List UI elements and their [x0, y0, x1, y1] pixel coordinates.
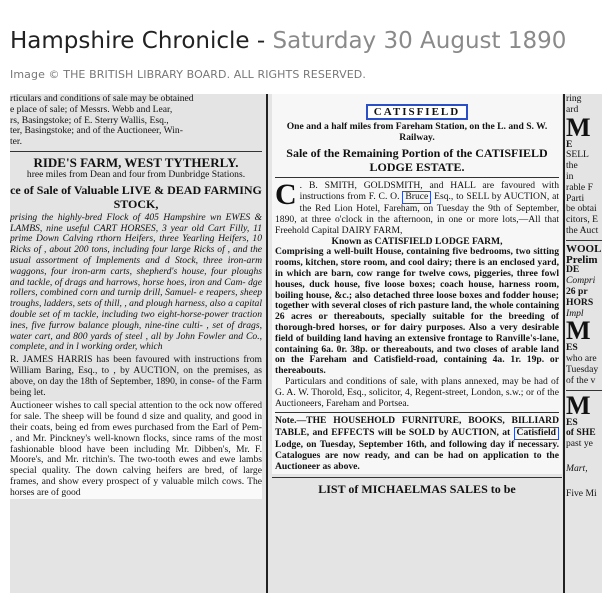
text-line: e place of sale; of Messrs. Webb and Lear, [10, 103, 173, 115]
catisfield-advert [272, 94, 562, 474]
distance-line: One and a half miles from Fareham Station, on the L. and S. W. Railway. [286, 121, 548, 143]
fragment: the Auct [566, 224, 599, 236]
text-line: ter, Basingstoke; and of the Auctioneer, Win- [10, 125, 183, 137]
fragment: Mart, [566, 462, 588, 474]
drop-cap: C [275, 177, 297, 211]
fragment: ard [566, 103, 579, 115]
column-rule [266, 94, 268, 593]
column-center [272, 94, 562, 593]
farm-title: RIDE'S FARM, WEST TYTHERLY. [33, 154, 239, 170]
fragment: the [566, 160, 578, 172]
farm-subtitle: hree miles from Dean and four from Dunbridge Stations. [26, 168, 246, 180]
note-tail: Lodge, on Tuesday, September 16th, and following day if necessary. Catalogues are now ready, and can be had on application to the Auctioneer as above. [275, 438, 559, 472]
estate-sale-title: Sale of the Remaining Portion of the CATISFIELD LODGE ESTATE. [286, 145, 548, 174]
column-right-fragment [566, 94, 602, 593]
column-rule [563, 94, 565, 593]
fragment: HORS [566, 296, 594, 308]
text-line: rs, Basingstoke; of E. Sterry Wallis, Esq., [10, 114, 169, 126]
stock-description: prising the highly-bred Flock of 405 Hampshire wn EWES & LAMBS, nine useful CART HORSES, 3 year old Cart Filly, 11 prime Down Calving rthorn Heifers, three Yearling Heifers, 10 Ricks of , about 200 tons, including four large Ricks of , and the usual assortment of Implements and d Stock, three iron-arm waggons, four iron-arm carts, shepherd's house, four ploughs and tackle, of drags and harrows, horse hoes, iron and Cam- dge rollers, combined corn and turnip drill, Samuel- e reapers, sheep troughs, ladders, sets of thill, , and plough harness, also a capital double set of m tackle, including two eight-horse-power traction ines, five furrow balance plough, nine-tine culti- , set of drags, water cart, and 800 yards of steel , all by John Fowler and Co., complete, and in l working order, which [10, 211, 262, 353]
fragment-initial: M [566, 316, 591, 346]
sale-title: ce of Sale of Valuable LIVE & DEAD FARMING STOCK, [10, 182, 262, 211]
farm-name: Known as CATISFIELD LODGE FARM, [331, 235, 503, 247]
fragment-initial: M [566, 390, 591, 420]
fragment: ES [566, 416, 578, 428]
fragment: E [566, 138, 573, 150]
divider [566, 240, 602, 241]
fragment: ring [566, 94, 582, 104]
place-heading[interactable]: CATISFIELD [366, 104, 468, 120]
fragment: who are [566, 353, 597, 365]
newspaper-scan [10, 94, 602, 593]
fragment: Five Mi [566, 487, 597, 499]
fragment: Prelim [566, 253, 598, 266]
fragment: be obtai [566, 203, 597, 215]
divider [272, 477, 562, 478]
fragment: SELL [566, 149, 589, 161]
fragment: Parti [566, 192, 585, 204]
fragment: Tuesday [566, 363, 599, 375]
fragment: DE [566, 264, 580, 276]
fragment: citors, E [566, 214, 598, 226]
fragment: rable F [566, 181, 593, 193]
auctioneer-note: Auctioneer wishes to call special attention to the ock now offered for sale. The sheep will be found d size and quality, and good in their coats, being ed from ewes purchased from the Earl of Pem- , and Mr. Pinckney's well-known flocks, since rams of the most fashionable blood have been including Mr. Dibben's, Mr. F. Moore's, and Mr. ritchin's. The two-tooth ewes and ewe lambs special quality. The down calving heifers are bred, of large frames, and show every prospect of y valuable milch cows. The horses are of good [10, 400, 262, 498]
highlight-catisfield[interactable]: Catisfield [514, 427, 559, 440]
page-header [10, 28, 566, 54]
publication-title[interactable]: Hampshire Chronicle [10, 28, 250, 54]
image-credit: Image © THE BRITISH LIBRARY BOARD. ALL RIGHTS RESERVED. [10, 68, 366, 81]
fragment: in [566, 170, 574, 182]
lead-text: . B. SMITH, GOLDSMITH, and HALL are favoured with instructions from F. C. O. [299, 179, 559, 203]
auction-notice: R. JAMES HARRIS has been favoured with instructions from William Baring, Esq., to , by AUCTION, on the premises, as above, on day the 18th of September, 1890, in conse- of the Farm being let. [10, 354, 262, 398]
fragment: of SHE [566, 427, 596, 439]
fragment: Compri [566, 275, 596, 287]
fragment: Impl [566, 307, 584, 319]
auction-lead [275, 177, 560, 237]
note-lead: Note.—THE HOUSEHOLD FURNITURE, BOOKS, BILLIARD TABLE, and EFFECTS will be SOLD by AUCTION, at [275, 415, 559, 439]
highlight-bruce[interactable]: Bruce [402, 191, 431, 204]
fragment-initial: M [566, 112, 591, 142]
divider [275, 412, 559, 413]
fragment: ES [566, 342, 578, 354]
divider [275, 177, 559, 178]
text-line: rticulars and conditions of sale may be obtained [10, 94, 194, 104]
column-left [10, 94, 262, 593]
michaelmas-title: LIST of MICHAELMAS SALES to be [318, 482, 516, 497]
fragment: 26 pr [566, 285, 588, 297]
farm-description: Comprising a well-built House, containing five bedrooms, two sitting rooms, kitchen, store room, and cool dairy; there is an enclosed yard, in which are barn, cow range for twelve cows, piggeries, three fowl houses, duck house, five loose boxes; coach house, harness room, boiling house, &c.; also detached three loose boxes and fodder house; together with several closes of rich pasture land, the whole containing 26 acres or thereabouts, specially suitable for the breeding of thorough-bred horses, or for dairy purposes. Also a very desirable field of building land having an extensive frontage to Ranville's-lane, containing 6a. 0r. 38p. or thereabouts, and two closes of arable land on the Fareham and Catisfield-road, containing 4a. 1r. 19p. or thereabouts. [275, 246, 559, 377]
lead-text-cont: Esq., to SELL by AUCTION, at the Red Lion Hotel, Fareham, on Tuesday the 9th of September, 1890, at three o'clock in the afternoon, in one or more lots,—All that Freehold Capital DAIRY FARM, [275, 191, 560, 236]
particulars: Particulars and conditions of sale, with plans annexed, may be had of G. A. W. Thorold, Esq., solicitor, 4, Regent-street, London, s.w.; or of the Auctioneers, Fareham and Portsea. [275, 375, 559, 409]
fragment: WOOL [566, 242, 602, 255]
divider [10, 151, 262, 152]
furniture-note [275, 416, 559, 472]
header-separator: - [249, 28, 273, 54]
intro-lines [10, 94, 262, 148]
text-line: ter. [10, 136, 22, 148]
fragment: of the v [566, 374, 596, 386]
fragment: past ye [566, 438, 593, 450]
publication-date: Saturday 30 August 1890 [272, 28, 567, 54]
